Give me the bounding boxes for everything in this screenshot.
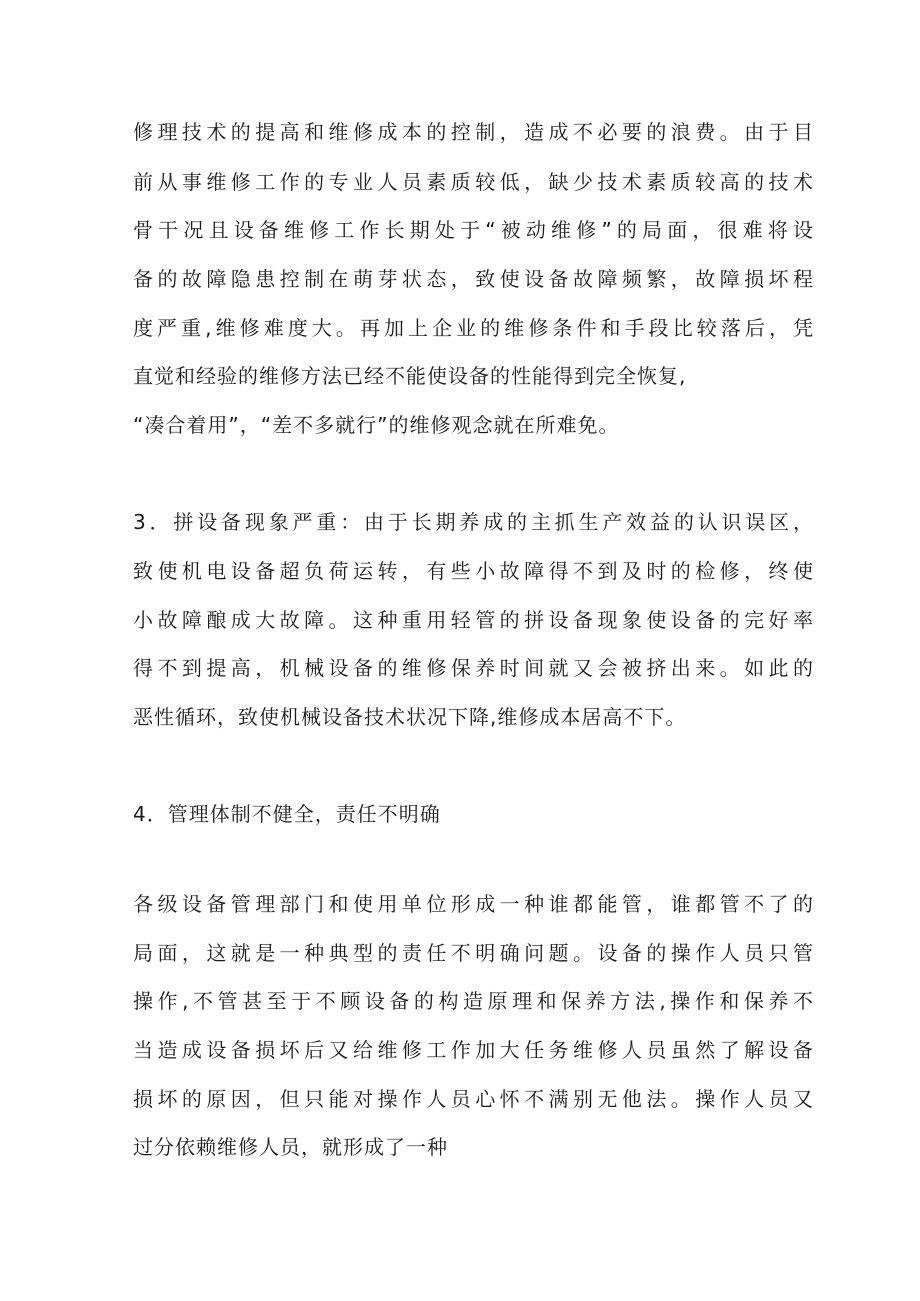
paragraph-line: 当造成设备损坏后又给维修工作加大任务维修人员虽然了解设备 (133, 1038, 813, 1062)
paragraph-line: 直觉和经验的维修方法已经不能使设备的性能得到完全恢复, (133, 364, 687, 388)
paragraph-line: 各级设备管理部门和使用单位形成一种谁都能管，谁都管不了的 (133, 892, 813, 916)
paragraph-line: 恶性循环，致使机械设备技术状况下降,维修成本居高不下。 (133, 705, 687, 729)
section-heading: 4．管理体制不健全，责任不明确 (133, 802, 441, 826)
paragraph-line: “凑合着用”，“差不多就行”的维修观念就在所难免。 (133, 413, 620, 437)
paragraph-line: 骨干况且设备维修工作长期处于“被动维修”的局面，很难将设 (133, 218, 813, 242)
paragraph-line: 3．拼设备现象严重：由于长期养成的主抓生产效益的认识误区， (133, 510, 813, 534)
paragraph-line: 度严重,维修难度大。再加上企业的维修条件和手段比较落后，凭 (133, 316, 813, 340)
paragraph-line: 得不到提高，机械设备的维修保养时间就又会被挤出来。如此的 (133, 656, 813, 680)
paragraph-line: 小故障酿成大故障。这种重用轻管的拼设备现象使设备的完好率 (133, 608, 813, 632)
paragraph-line: 过分依赖维修人员，就形成了一种 (133, 1135, 448, 1159)
paragraph-line: 损坏的原因，但只能对操作人员心怀不满别无他法。操作人员又 (133, 1087, 813, 1111)
paragraph-line: 备的故障隐患控制在萌芽状态，致使设备故障频繁，故障损坏程 (133, 267, 813, 291)
paragraph-line: 致使机电设备超负荷运转，有些小故障得不到及时的检修，终使 (133, 559, 813, 583)
paragraph-line: 局面，这就是一种典型的责任不明确问题。设备的操作人员只管 (133, 941, 813, 965)
paragraph-line: 前从事维修工作的专业人员素质较低，缺少技术素质较高的技术 (133, 170, 813, 194)
paragraph-line: 修理技术的提高和维修成本的控制，造成不必要的浪费。由于目 (133, 120, 813, 144)
paragraph-line: 操作,不管甚至于不顾设备的构造原理和保养方法,操作和保养不 (133, 989, 813, 1013)
